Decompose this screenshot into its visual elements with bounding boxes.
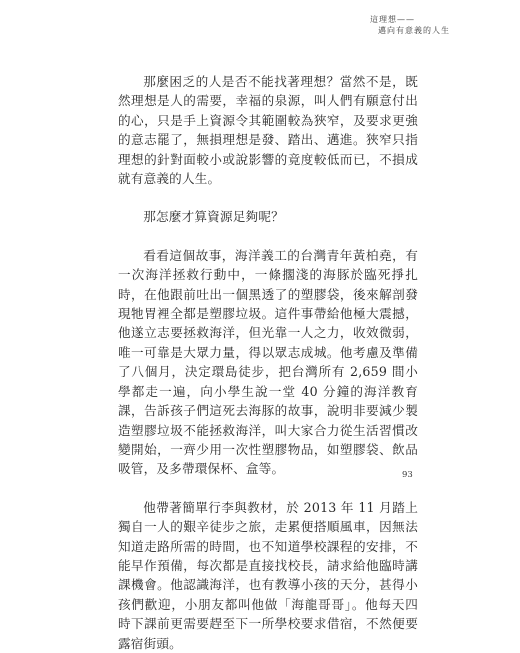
page-number: 93	[402, 470, 413, 480]
paragraph-1: 那麼困乏的人是否不能找著理想？當然不是，既然理想是人的需要，幸福的泉源，叫人們有願意付出的心，只是手上資源令其範圍較為狹窄，及要求更強的意志罷了，無損理想是發、踏出、邁進。狹窄只指理想的針對面較小或說影響的竟度較低而已，不損成就有意義的人生。	[118, 74, 418, 187]
running-head-subtitle: 邁向有意義的人生	[378, 26, 450, 35]
paragraph-2: 那怎麼才算資源足夠呢？	[143, 209, 284, 225]
paragraph-4: 他帶著簡單行李與教材，於 2013 年 11 月踏上獨自一人的艱辛徒步之旅，走累便搭順風車，因無法知道走路所需的時間，也不知道學校課程的安排，不能早作預備，每次都是直接找校長，請求給他臨時講課機會。他認識海洋，也有教導小孩的天分，甚得小孩們歡迎，小朋友都叫他做「海龍哥哥」。他每天四時下課前更需要趕至下一所學校要求借宿，不然便要露宿街頭。	[118, 499, 418, 651]
running-head-title: 這理想——	[370, 15, 415, 24]
running-head	[370, 14, 450, 36]
paragraph-3: 看看這個故事，海洋義工的台灣青年黃柏堯，有一次海洋拯救行動中，一條擱淺的海豚於臨死掙扎時，在他跟前吐出一個黑透了的塑膠袋，後來解剖發現牠胃裡全都是塑膠垃圾。這件事帶給他極大震撼，他遂立志要拯救海洋，但光靠一人之力，收效微弱，唯一可靠是大眾力量，得以眾志成城。他考慮及準備了八個月，決定環島徒步，把台灣所有 2,659 間小學都走一遍，向小學生說一堂 40 分鐘的海洋教育課，告訴孩子們這死去海豚的故事，說明非要減少製造塑膠垃圾不能拯救海洋，叫大家合力從生活習慣改變開始，一齊少用一次性塑膠物品，如塑膠袋、飲品吸管，及多帶環保杯、盒等。	[118, 247, 418, 477]
body-text	[118, 72, 418, 653]
